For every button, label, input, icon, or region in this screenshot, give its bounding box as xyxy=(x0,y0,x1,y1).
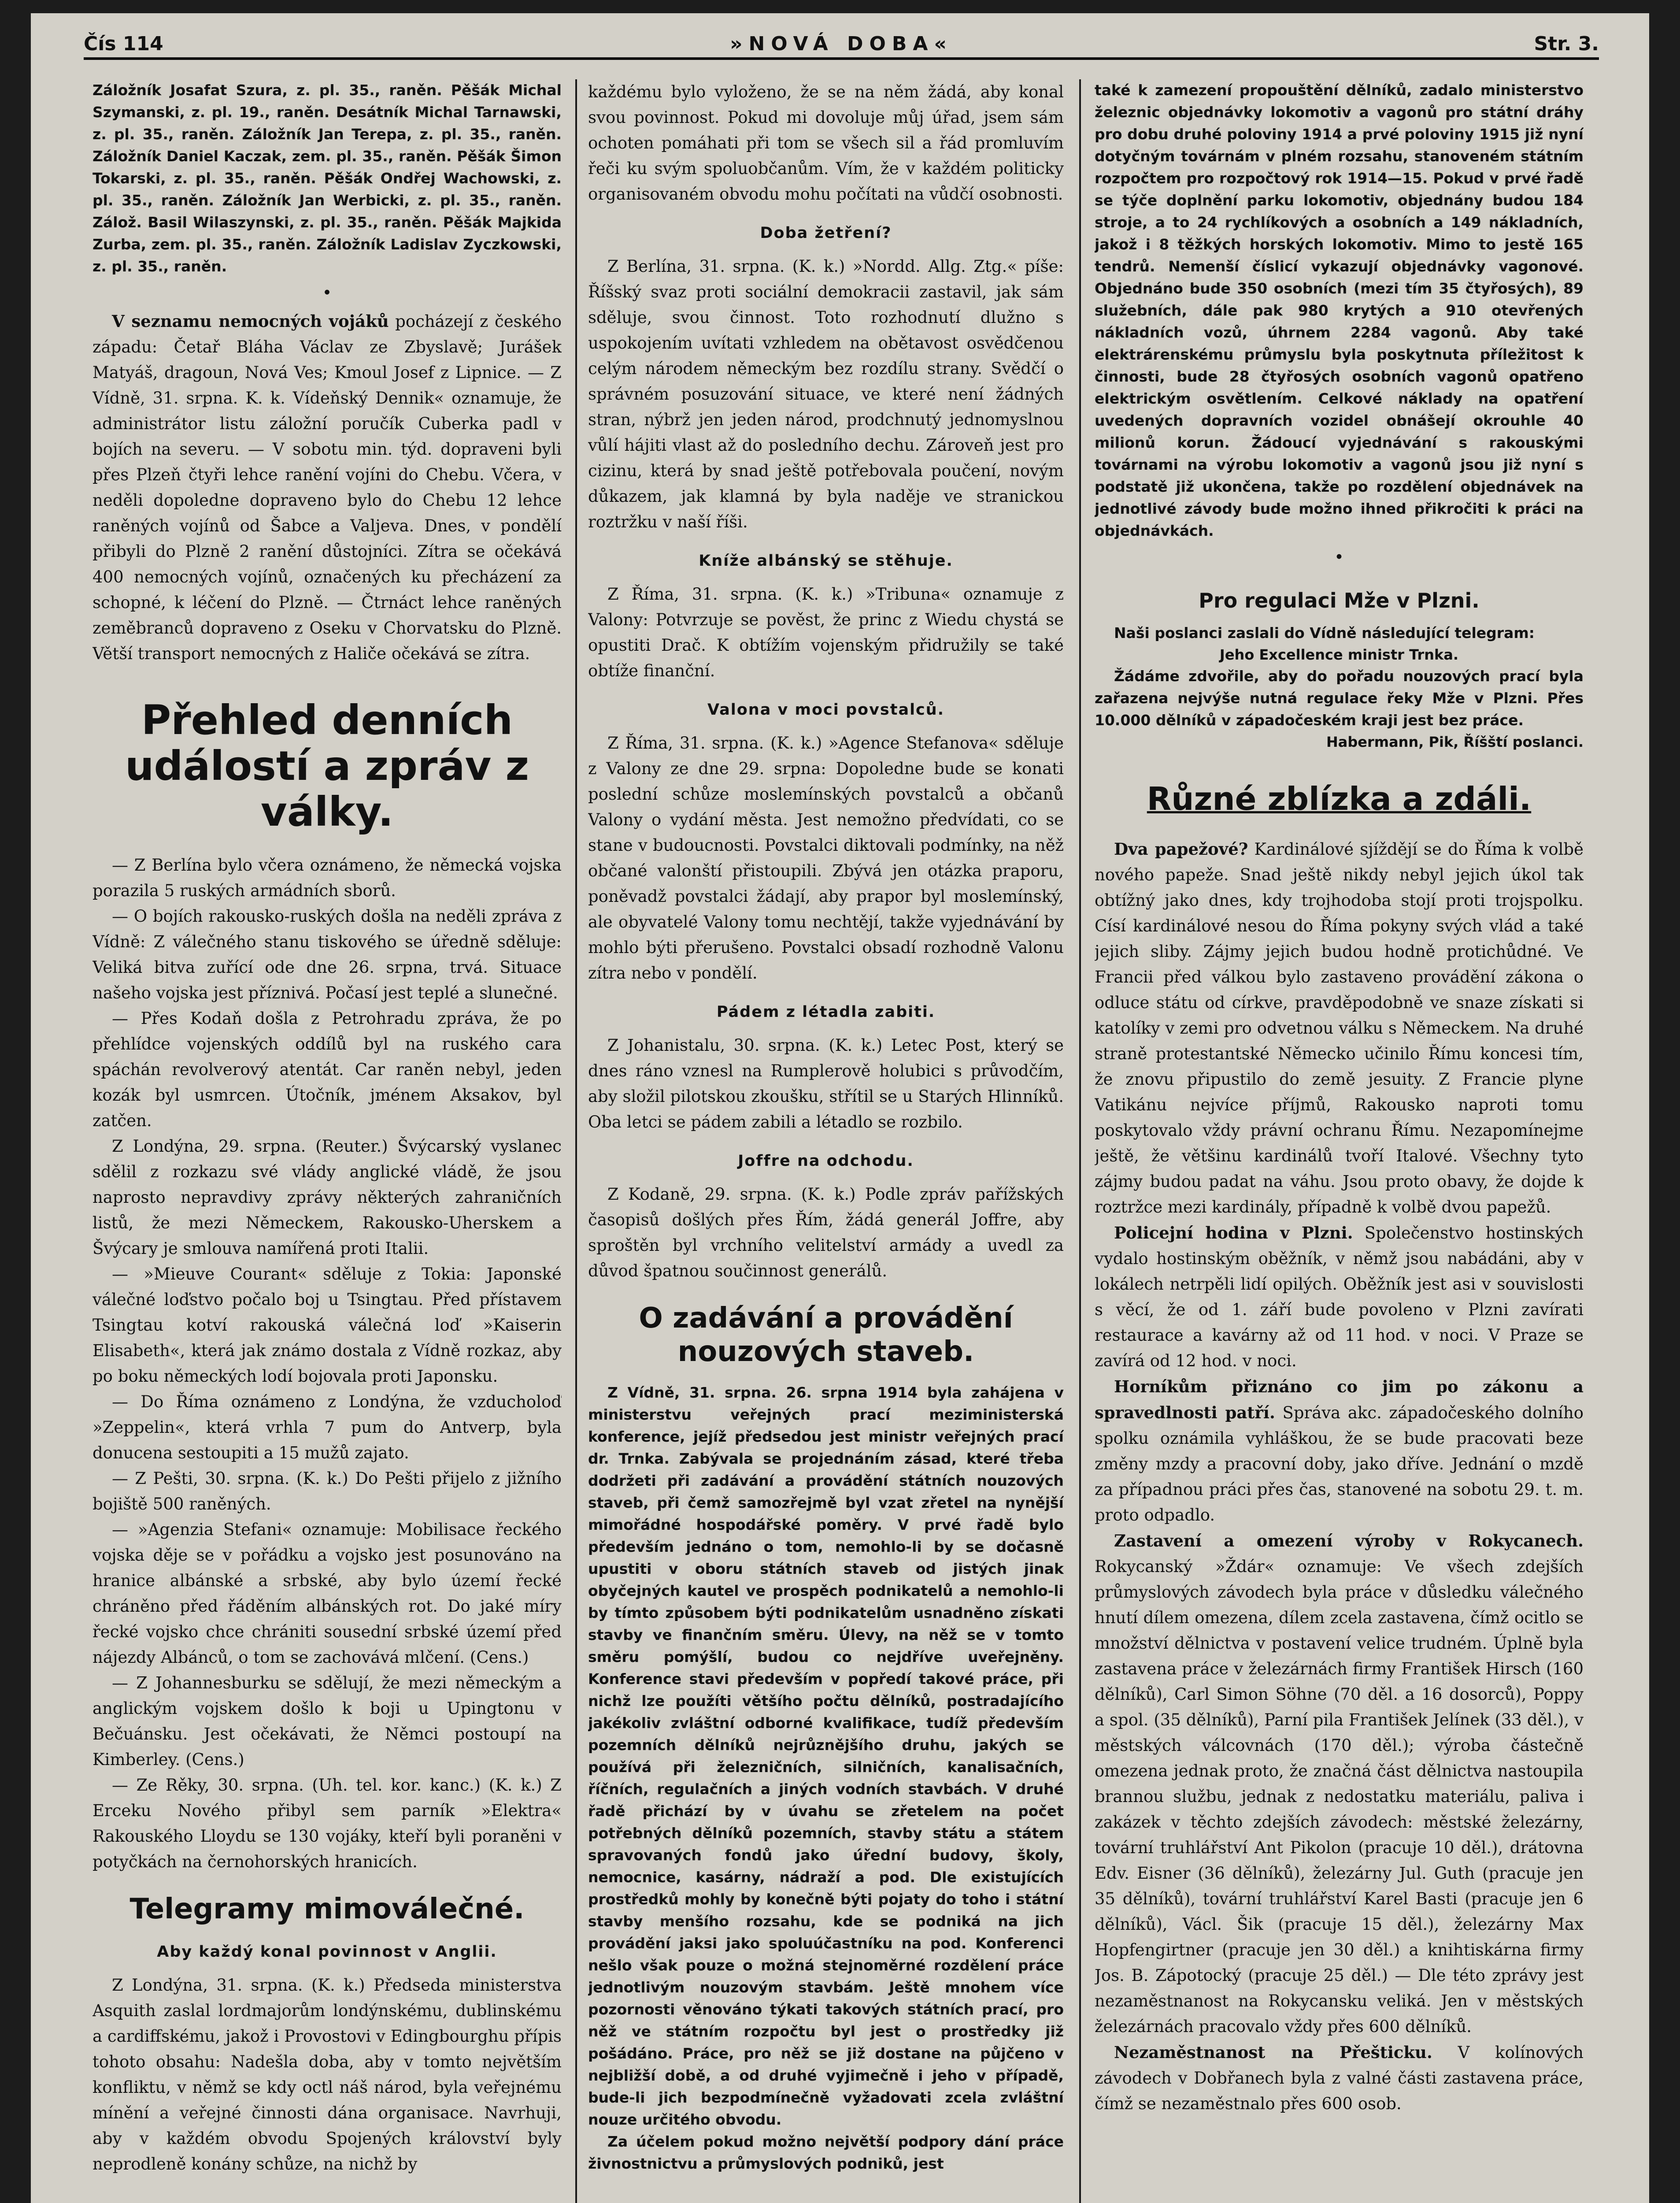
news-paragraph: Z Říma, 31. srpna. (K. k.) »Tribuna« oznamuje z Valony: Potvrzuje se pověst, že princ z Wiedu chystá se opustiti Drač. K obtížím vojenským přidružily se také obtíže finanční. xyxy=(588,585,1064,680)
item-lead: Dva papežové? xyxy=(1114,839,1248,859)
item-text: V kolínových závodech v Dobřanech byla z valné části zastavena práce, čímž se nezaměstnalo přes 600 osob. xyxy=(1095,2043,1584,2113)
wounded-paragraph xyxy=(93,308,562,667)
subheading: Doba žetření? xyxy=(760,224,892,242)
news-paragraph: — Z Johannesburku se sdělují, že mezi německým a anglickým vojskem došlo k boji u Upingtonu v Bečuánsku. Jest očekávati, že Němci postoupí na Kimberley. (Cens.) xyxy=(93,1673,562,1769)
item-lead: Nezaměstnanost na Přešticku. xyxy=(1114,2043,1432,2062)
news-paragraph: Z Londýna, 29. srpna. (Reuter.) Švýcarský vyslanec sdělil z rozkazu své vlády anglické vládě, že jsou naprosto nepravdivy zprávy některých zahraničních listů, že mezi Německem, Rakousko-Uherskem a Švýcary je smlouva namířená proti Italii. xyxy=(93,1137,562,1258)
telegrams-heading: Telegramy mimoválečné. xyxy=(130,1893,525,1925)
newspaper-title: »NOVÁ DOBA« xyxy=(730,33,953,55)
news-paragraph: — »Mieuve Courant« sděluje z Tokia: Japonské válečné loďstvo počalo boj u Tsingtau. Před přístavem Tsingtau kotví rakouská válečná loď »Kaiserin Elisabeth«, která jak známo dostala z Vídně rozkaz, aby po boku německých lodí bojovala proti Japonsku. xyxy=(93,1265,562,1386)
subheading: Pádem z létadla zabiti. xyxy=(716,1003,936,1021)
item-text: Kardinálové sjíždějí se do Říma k volbě nového papeže. Snad ještě nikdy nebyl jejich úkol tak obtížný jako dnes, kdy trojhodoba stojí proti trojspolku. Císí kardinálové nesou do Říma pokyny svých vlád a také jejich sliby. Zájmy jejich budou hodně protichůdné. Ve Francii před válkou bylo zastaveno provádění zákona o odluce státu od církve, pravděpodobně ve snaze získati si katolíky v zemi pro odvetnou válku s Německem. Na druhé straně protestantské Německo učinilo Římu koncesi tím, že znovu připustilo do země jesuity. Z Francie plyne Vatikánu nejvíce příjmů, Rakousko naproti tomu poskytovalo vždy právní ochranu Římu. Nezapomínejme ještě, že většinu kardinálů tvoří Italové. Všechny tyto zájmy budou padat na váhu. Jsou proto obavy, že dojde k roztržce mezi kardinály, případně k volbě dvou papežů. xyxy=(1095,840,1584,1216)
column-divider xyxy=(1079,79,1081,2203)
column-divider xyxy=(575,79,577,2203)
subheading: Kníže albánský se stěhuje. xyxy=(699,552,953,570)
news-paragraph: Z Říma, 31. srpna. (K. k.) »Agence Stefanova« sděluje z Valony ze dne 29. srpna: Dopoledne bude se konati poslední schůze moslemínských povstalců a občanů Valony o vydání města. Jest nemožno předvídati, co se stane v budoucnosti. Povstalci diktovali podmínky, na něž občané valonští přistoupili. Zbývá jen otázka praporu, poněvadž povstalci žádají, aby prapor byl moslemínský, ale obyvatelé Valony tomu nechtějí, takže vyjednávání by mohlo býti přerušeno. Povstalci obsadí rozhodně Valonu zítra nebo v pondělí. xyxy=(588,734,1064,983)
telegram-addressee: Jeho Excellence ministr Trnka. xyxy=(1219,646,1459,663)
issue-number: Čís 114 xyxy=(84,33,163,55)
subheading: Joffre na odchodu. xyxy=(738,1152,914,1170)
news-paragraph xyxy=(1095,836,1584,1220)
news-paragraph: — Do Říma oznámeno z Londýna, že vzducholoď »Zeppelin«, která vrhla 7 pum do Antverp, byla donucena sestoupiti a 15 mužů zajato. xyxy=(93,1392,562,1462)
column-left xyxy=(93,79,562,2203)
separator-dot: • xyxy=(1334,548,1344,567)
casualty-list: Záložník Josafat Szura, z. pl. 35., raněn. Pěšák Michal Szymanski, z. pl. 19., raněn. Desátník Michal Tarnawski, z. pl. 35., raněn. Záložník Jan Terepa, z. pl. 35., raněn. Záložník Daniel Kaczak, zem. pl. 35., raněn. Pěšák Šimon Tokarski, z. pl. 35., raněn. Pěšák Ondřej Wachowski, z. pl. 35., raněn. Záložník Jan Werbicki, z. pl. 35., raněn. Zálož. Basil Wilaszynski, z. pl. 35., raněn. Pěšák Majkida Zurba, zem. pl. 35., raněn. Záložník Ladislav Zyczkowski, z. pl. 35., raněn. xyxy=(93,82,562,275)
wounded-lead: V seznamu nemocných vojáků xyxy=(112,312,389,331)
separator-dot: • xyxy=(322,283,332,302)
subheading: Pro regulaci Mže v Plzni. xyxy=(1199,589,1480,612)
miscellaneous-heading: Různé zblízka a zdáli. xyxy=(1147,780,1532,817)
news-paragraph: Z Vídně, 31. srpna. 26. srpna 1914 byla zahájena v ministerstvu veřejných prací meziministerská konference, jejíž předsedou jest ministr veřejných prací dr. Trnka. Zabývala se projednáním zásad, které třeba dodržeti při zadávání a provádění státních nouzových staveb, při čemž samozřejmě byl vzat zřetel na nynější mimořádné hospodářské poměry. V prvé řadě bylo především jednáno o tom, nemohlo-li by se dočasně upustiti v oboru státních staveb od jistých jinak obyčejných kautel ve prospěch podnikatelů a nemohlo-li by tímto způsobem býti podnikatelům usnadněno získati stavby ve finančním směru. Úlevy, na něž se v tomto směru pomýšlí, budou co nejdříve uveřejněny. Konference stavi především v popředí takové práce, při nichž lze použíti většího počtu dělníků, postradajícího jakékoliv zvláštní odborné kvalifikace, tudíž především pozemních dělníků nejrůznějšího druhu, jakých se používá při železničních, silničních, kanalisačních, říčních, regulačních a jiných vodních stavbách. V druhé řadě přichází by v úvahu se zřetelem na počet potřebných dělníků pozemních, stavby státu a státem spravovaných fondů jako úřední budovy, školy, nemocnice, kasárny, nádraží a pod. Dle existujících prostředků mohly by konečně býti pojaty do toho i státní stavby menšího rozsahu, kde se podniká na jich provádění jaksi jako spoluúčastníku na pod. Konferenci nešlo však pouze o možná stejnoměrné rozdělení práce jednotlivým nouzovým stavbám. Ještě mnohem více pozornosti věnováno týkati takových státních prací, pro něž ve státním rozpočtu byl jest o prostředky již pošádáno. Práce, pro něž se již dostane na půjčeno v nejbližší době, a od druhé vyjimečně i jeho v případě, bude-li jich bezpodmínečně vyžadovati zcela zvláštní nouze určitého obvodu. xyxy=(588,1384,1064,2128)
news-paragraph: Naši poslanci zaslali do Vídně následující telegram: xyxy=(1114,624,1535,642)
item-text: Společenstvo hostinských vydalo hostinským oběžník, v němž jsou nabádáni, aby v lokálech netrpěli lidí opilých. Oběžník jest asi v souvislosti s věcí, že od 1. září bude povoleno v Plzni zavírati restaurace a kavárny až od 11 hod. v noci. V Praze se zavírá od 12 hod. v noci. xyxy=(1095,1224,1584,1370)
emergency-works-heading: O zadávání a provádění nouzových staveb. xyxy=(639,1302,1013,1368)
news-paragraph: — Přes Kodaň došla z Petrohradu zpráva, že po přehlídce vojenských oddílů byl na ruského cara spáchán revolverový atentát. Car raněn nebyl, jeden kozák byl usmrcen. Útočník, jménem Aksakov, byl zatčen. xyxy=(93,1009,562,1130)
news-paragraph: — Ze Rěky, 30. srpna. (Uh. tel. kor. kanc.) (K. k.) Z Erceku Nového přibyl sem parník »Elektra« Rakouského Lloydu se 130 vojáky, kteří byli poraněni v potyčkách na černohorských hranicích. xyxy=(93,1776,562,1871)
item-lead: Horníkům přiznáno co jim po zákonu a spravedlnosti patří. xyxy=(1095,1377,1584,1422)
item-text: Rokycanský »Ždár« oznamuje: Ve všech zdejších průmyslových závodech byla práce v důsledku válečného hnutí dílem omezena, dílem zcela zastavena, čímž ocitlo se množství dělnictva v postavení velice trudném. Úplně byla zastavena práce v železárnách firmy František Hirsch (160 dělníků), Carl Simon Söhne (70 děl. a 16 dosorců), Poppy a spol. (35 dělníků), Parní pila František Jelínek (33 děl.), v městských válcovnách (170 děl.); výroba částečně omezena jednak proto, že značná část dělnictva nastoupila brannou službu, jednak z nedostatku materiálu, paliva i zakázek v těchto zdejších závodech: městské železárny, tovární truhlářství Ant Pikolon (pracuje 10 děl.), drátovna Edv. Eisner (36 dělníků), železárny Jul. Guth (pracuje jen 35 dělníků), tovární truhlářství Karel Basti (pracuje jen 6 dělníků), Václ. Šik (pracuje 15 děl.), železárny Max Hopfengirtner (pracuje jen 30 děl.) a knihtiskárna firmy Jos. B. Zápotocký (pracuje 25 děl.) — Dle této zprávy jest nezaměstnanost na Rokycansku veliká. Jen v městských železárnách pracovalo vždy přes 600 dělníků. xyxy=(1095,1557,1584,2036)
news-paragraph: — »Agenzia Stefani« oznamuje: Mobilisace řeckého vojska děje se v pořádku a vojsko jest posunováno na hranice albánské a srbské, aby bylo území řecké chráněno před řáděním albánských rot. Do jaké míry řecké vojsko chce chrániti sousední srbské území před nájezdy Albánců, o tom se zachovává mlčení. (Cens.) xyxy=(93,1520,562,1667)
news-paragraph: Z Johanistalu, 30. srpna. (K. k.) Letec Post, který se dnes ráno vznesl na Rumplerově holubici s průvodčím, aby složil pilotskou zkoušku, střítil se u Starých Hlinníků. Oba letci se pádem zabili a létadlo se rozbilo. xyxy=(588,1036,1064,1131)
telegram-signature: Habermann, Pik, Říšští poslanci. xyxy=(1326,734,1584,750)
news-paragraph: — Z Pešti, 30. srpna. (K. k.) Do Pešti přijelo z jižního bojiště 500 raněných. xyxy=(93,1469,562,1513)
item-lead: Zastavení a omezení výroby v Rokycanech. xyxy=(1114,1531,1584,1550)
item-lead: Policejní hodina v Plzni. xyxy=(1114,1223,1353,1242)
news-paragraph: Za účelem pokud možno největší podpory dání práce živnostnictvu a průmyslových podniků, jest xyxy=(588,2133,1064,2172)
masthead xyxy=(84,26,1599,60)
subheading: Aby každý konal povinnost v Anglii. xyxy=(157,1943,497,1961)
news-paragraph xyxy=(1095,2040,1584,2117)
news-paragraph: také k zamezení propouštění dělníků, zadalo ministerstvo železnic objednávky lokomotiv a vagonů pro státní dráhy pro dobu druhé poloviny 1914 a prvé poloviny 1915 již nyní dotyčným továrnám v plném rozsahu, stanoveném státním rozpočtem pro rozpočtový rok 1914—15. Pokud v prvé řadě se týče doplnění parku lokomotiv, objednány budou 184 stroje, a to 24 rychlíkových a osobních a 149 nákladních, jakož i 8 těžkých horských lokomotiv. Mimo to jestě 165 tendrů. Nemenší číslicí vykazují objednávky vagonové. Objednáno bude 350 osobních (mezi tím 35 čtyřosých), 89 služebních, dále pak 980 krytých a 910 otevřených nákladních vozů, úhrnem 2284 vagonů. Aby také elektrárenskému průmyslu byla poskytnuta příležitost k činnosti, bude 28 čtyřosých osobních vagonů opatřeno elektrickým osvětlením. Celkové náklady na opatření uvedených dopravních vozidel obnášejí okrouhle 40 milionů korun. Žádoucí vyjednávání s rakouskými továrnami na výrobu lokomotiv a vagonů jsou již nyní s podstatě již ukončena, takže po rozdělení objednávek na jednotlivé závody bude možno ihned přikročiti k práci na objednávkách. xyxy=(1095,82,1584,539)
news-paragraph xyxy=(1095,1374,1584,1528)
news-paragraph xyxy=(1095,1220,1584,1374)
subheading: Valona v moci povstalců. xyxy=(707,701,945,719)
newspaper-page xyxy=(31,13,1649,2203)
news-paragraph: Z Kodaně, 29. srpna. (K. k.) Podle zpráv pařížských časopisů došlých přes Řím, žádá generál Joffre, aby sproštěn byl vrchního velitelství armády a uvedl za důvod špatnou součinnost generálů. xyxy=(588,1185,1064,1280)
wounded-text: pocházejí z českého západu: Četař Bláha Václav ze Zbyslavě; Jurášek Matyáš, dragoun, Nová Ves; Kmoul Josef z Lipnice. — Z Vídně, 31. srpna. K. k. Vídeňský Dennik« oznamuje, že administrátor listu záložní poručík Cuberka padl v bojích na severu. — V sobotu min. týd. dopraveni byli přes Plzeň čtyři lehce ranění vojíni do Chebu. Včera, v neděli dopoledne dopraveno bylo do Chebu 12 lehce raněných vojínů od Šabce a Valjeva. Dnes, v pondělí přibyli do Plzně 2 ranění důstojníci. Zítra se očekává 400 nemocných vojínů, označených ku přecházení za schopné, k léčení do Plzně. — Čtrnáct lehce raněných zeměbranců dopraveno z Oseku v Chorvatsku do Plzně. Větší transport nemocných z Haliče očekává se zítra. xyxy=(93,312,562,663)
item-text: Správa akc. západočeského dolního spolku oznámila vyhláškou, že se bude pracovati beze změny mzdy a pracovní doby, jako dříve. Jednání o mzdě za případnou práci přes čas, stanovené na sobotu 29. t. m. proto odpadlo. xyxy=(1095,1403,1584,1524)
page-number: Str. 3. xyxy=(1534,33,1599,55)
column-right xyxy=(1095,79,1584,2203)
news-paragraph: — Z Berlína bylo včera oznámeno, že německá vojska porazila 5 ruských armádních sborů. xyxy=(93,856,562,900)
column-middle xyxy=(588,79,1064,2203)
telegram-text: Žádáme zdvořile, aby do pořadu nouzových prací byla zařazena nejvýše nutná regulace řeky Mže v Plzni. Přes 10.000 dělníků v západočeském kraji jest bez práce. xyxy=(1095,668,1584,729)
news-paragraph xyxy=(1095,1528,1584,2040)
news-paragraph: každému bylo vyloženo, že se na něm žádá, aby konal svou povinnost. Pokud mi dovoluje můj úřad, jsem sám ochoten pomáhati při tom se všech sil a řád promluvím řeči ku svým spoluobčanům. Vím, že v každém politicky organisovaném obvodu mohu počítati na vůdčí osobnosti. xyxy=(588,82,1064,204)
news-paragraph: Z Londýna, 31. srpna. (K. k.) Předseda ministerstva Asquith zaslal lordmajorům londýnskému, dublinskému a cardiffskému, jakož i Provostovi v Edingbourghu přípis tohoto obsahu: Nadešla doba, aby v tomto největším konfliktu, v němž se kdy octl náš národ, byla veřejnému mínění a veřejné činnosti dána organisace. Navrhuji, aby v každém obvodu Spojených království byly neprodleně konány schůze, na nichž by xyxy=(93,1976,562,2173)
news-paragraph: Z Berlína, 31. srpna. (K. k.) »Nordd. Allg. Ztg.« píše: Říšský svaz proti sociální demokracii zastavil, jak sám sděluje, svou činnost. Toto rozhodnutí dlužno s uspokojením uvítati vzhledem na obětavost osvědčenou celým národem německým bez rozdílu strany. Svědčí o správném posuzování situace, ve které není žádných stran, nýbrž jen jeden národ, prodchnutý jednomyslnou vůlí hájiti vlast až do posledního dechu. Zároveň jest pro cizinu, která by snad ještě potřebovala poučení, novým důkazem, jak klamná by byla naděje ve stranickou roztržku v naší říši. xyxy=(588,257,1064,531)
news-paragraph: — O bojích rakousko-ruských došla na neděli zpráva z Vídně: Z válečného stanu tiskového se úředně sděluje: Veliká bitva zuřící ode dne 26. srpna, trvá. Situace našeho vojska jest příznivá. Počasí jest teplé a slunečné. xyxy=(93,907,562,1002)
war-news-heading: Přehled denních událostí a zpráv z války. xyxy=(125,697,529,835)
